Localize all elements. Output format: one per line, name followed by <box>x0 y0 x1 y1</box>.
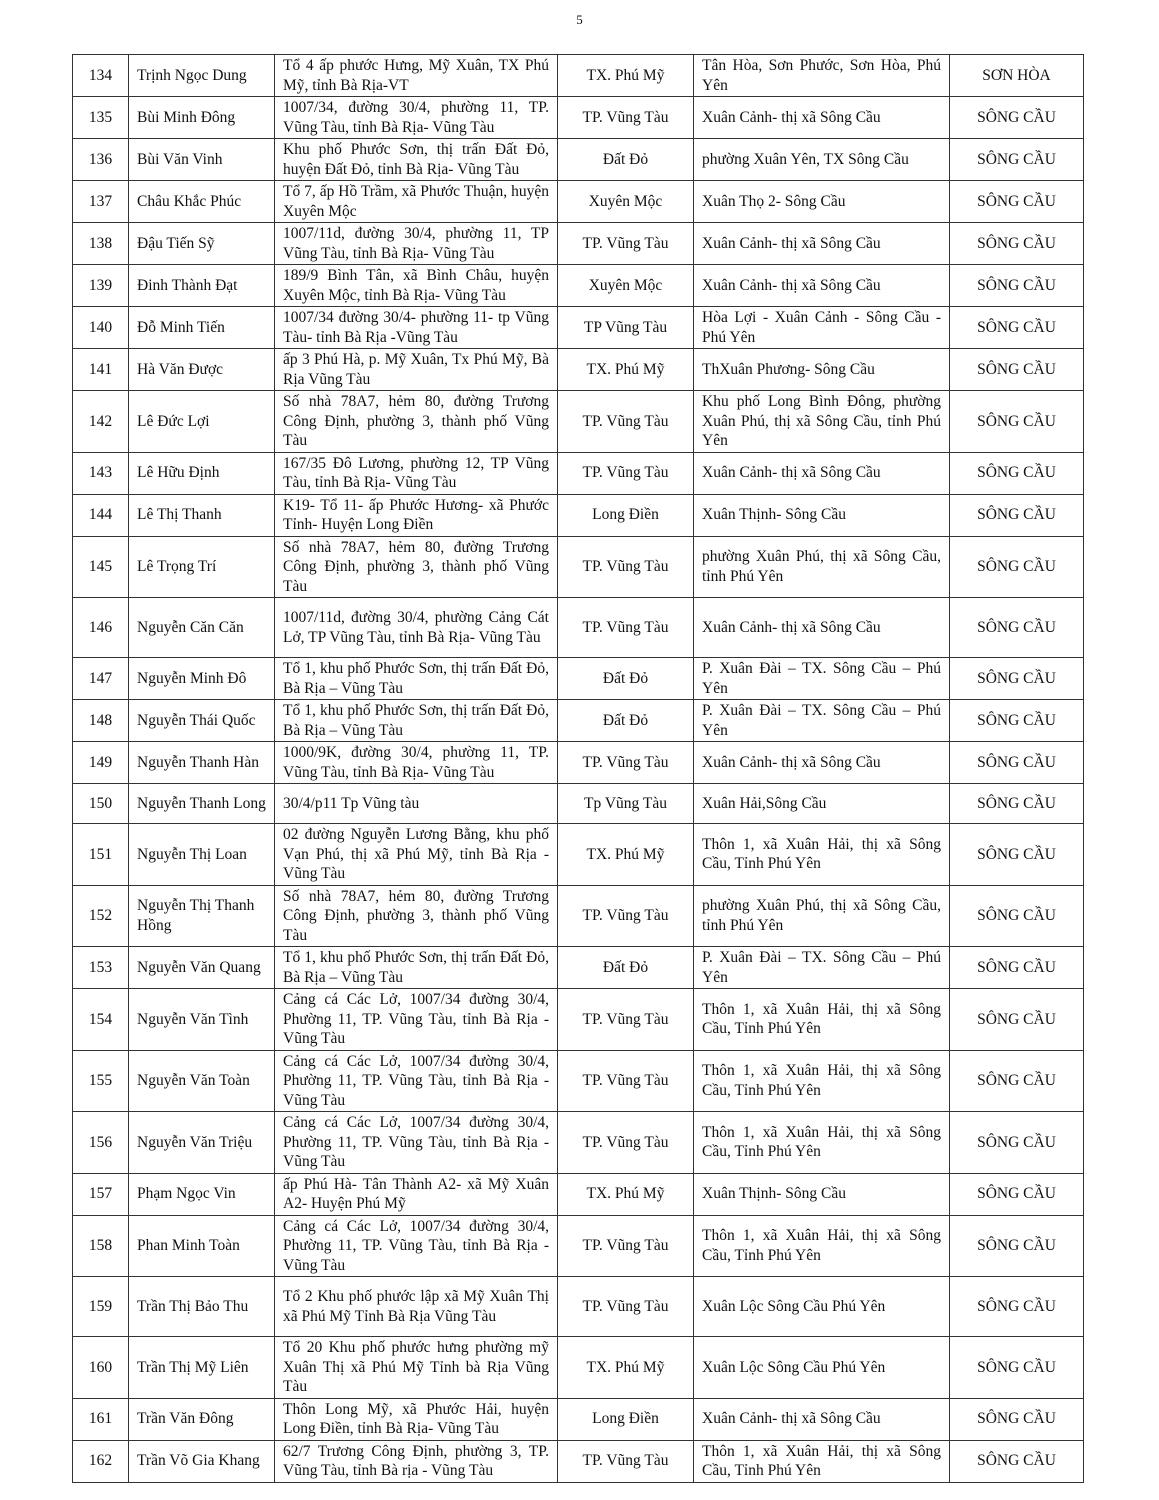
residence-address-cell: 30/4/p11 Tp Vũng tàu <box>275 784 558 824</box>
row-number-cell: 151 <box>73 824 129 886</box>
district-cell: TX. Phú Mỹ <box>558 349 694 391</box>
residence-address-cell: Cảng cá Các Lở, 1007/34 đường 30/4, Phường 11, TP. Vũng Tàu, tỉnh Bà Rịa - Vũng Tàu <box>275 1215 558 1277</box>
table-row <box>73 1112 1084 1174</box>
full-name-cell: Đinh Thành Đạt <box>129 265 275 307</box>
row-number-cell: 162 <box>73 1440 129 1482</box>
row-number-cell: 142 <box>73 391 129 453</box>
hometown-cell: P. Xuân Đài – TX. Sông Cầu – Phú Yên <box>694 700 950 742</box>
table-row <box>73 391 1084 453</box>
table-row <box>73 1337 1084 1399</box>
hometown-cell: Thôn 1, xã Xuân Hải, thị xã Sông Cầu, Tỉnh Phú Yên <box>694 989 950 1051</box>
table-row <box>73 536 1084 598</box>
full-name-cell: Trần Võ Gia Khang <box>129 1440 275 1482</box>
row-number-cell: 150 <box>73 784 129 824</box>
hometown-cell: Xuân Cảnh- thị xã Sông Cầu <box>694 1398 950 1440</box>
table-row <box>73 97 1084 139</box>
unit-cell: SÔNG CẦU <box>950 1215 1084 1277</box>
hometown-cell: Xuân Cảnh- thị xã Sông Cầu <box>694 223 950 265</box>
district-cell: Xuyên Mộc <box>558 181 694 223</box>
row-number-cell: 143 <box>73 452 129 494</box>
district-cell: TP. Vũng Tàu <box>558 598 694 658</box>
residence-address-cell: 167/35 Đô Lương, phường 12, TP Vũng Tàu, tỉnh Bà Rịa- Vũng Tàu <box>275 452 558 494</box>
full-name-cell: Nguyễn Minh Đô <box>129 658 275 700</box>
hometown-cell: P. Xuân Đài – TX. Sông Cầu – Phú Yên <box>694 947 950 989</box>
table-row <box>73 1398 1084 1440</box>
unit-cell: SÔNG CẦU <box>950 1277 1084 1337</box>
district-cell: Long Điền <box>558 494 694 536</box>
roster-table <box>72 54 1084 1483</box>
table-row <box>73 1215 1084 1277</box>
residence-address-cell: Tổ 20 Khu phố phước hưng phường mỹ Xuân Thị xã Phú Mỹ Tỉnh bà Rịa Vũng Tàu <box>275 1337 558 1399</box>
district-cell: TP. Vũng Tàu <box>558 989 694 1051</box>
hometown-cell: Xuân Thịnh- Sông Cầu <box>694 494 950 536</box>
unit-cell: SÔNG CẦU <box>950 349 1084 391</box>
residence-address-cell: Thôn Long Mỹ, xã Phước Hải, huyện Long Điền, tỉnh Bà Rịa- Vũng Tàu <box>275 1398 558 1440</box>
row-number-cell: 149 <box>73 742 129 784</box>
full-name-cell: Trần Thị Bảo Thu <box>129 1277 275 1337</box>
residence-address-cell: Tổ 1, khu phố Phước Sơn, thị trấn Đất Đỏ, Bà Rịa – Vũng Tàu <box>275 947 558 989</box>
residence-address-cell: Tổ 1, khu phố Phước Sơn, thị trấn Đất Đỏ, Bà Rịa – Vũng Tàu <box>275 658 558 700</box>
residence-address-cell: Khu phố Phước Sơn, thị trấn Đất Đỏ, huyện Đất Đỏ, tỉnh Bà Rịa- Vũng Tàu <box>275 139 558 181</box>
residence-address-cell: 1007/34 đường 30/4- phường 11- tp Vũng Tàu- tỉnh Bà Rịa -Vũng Tàu <box>275 307 558 349</box>
district-cell: Tp Vũng Tàu <box>558 784 694 824</box>
unit-cell: SÔNG CẦU <box>950 181 1084 223</box>
table-row <box>73 55 1084 97</box>
full-name-cell: Nguyễn Văn Triệu <box>129 1112 275 1174</box>
unit-cell: SÔNG CẦU <box>950 1440 1084 1482</box>
unit-cell: SÔNG CẦU <box>950 1337 1084 1399</box>
district-cell: TP. Vũng Tàu <box>558 536 694 598</box>
table-row <box>73 265 1084 307</box>
unit-cell: SÔNG CẦU <box>950 989 1084 1051</box>
row-number-cell: 141 <box>73 349 129 391</box>
unit-cell: SÔNG CẦU <box>950 494 1084 536</box>
residence-address-cell: Tổ 7, ấp Hồ Trầm, xã Phước Thuận, huyện Xuyên Mộc <box>275 181 558 223</box>
table-row <box>73 742 1084 784</box>
hometown-cell: Xuân Cảnh- thị xã Sông Cầu <box>694 742 950 784</box>
district-cell: TP. Vũng Tàu <box>558 885 694 947</box>
unit-cell: SÔNG CẦU <box>950 885 1084 947</box>
full-name-cell: Lê Đức Lợi <box>129 391 275 453</box>
row-number-cell: 136 <box>73 139 129 181</box>
table-row <box>73 824 1084 886</box>
table-row <box>73 658 1084 700</box>
unit-cell: SÔNG CẦU <box>950 1398 1084 1440</box>
unit-cell: SÔNG CẦU <box>950 265 1084 307</box>
unit-cell: SÔNG CẦU <box>950 1173 1084 1215</box>
hometown-cell: Xuân Cảnh- thị xã Sông Cầu <box>694 97 950 139</box>
hometown-cell: phường Xuân Phú, thị xã Sông Cầu, tỉnh Phú Yên <box>694 536 950 598</box>
full-name-cell: Châu Khắc Phúc <box>129 181 275 223</box>
residence-address-cell: Cảng cá Các Lở, 1007/34 đường 30/4, Phường 11, TP. Vũng Tàu, tỉnh Bà Rịa - Vũng Tàu <box>275 1050 558 1112</box>
district-cell: TP. Vũng Tàu <box>558 452 694 494</box>
row-number-cell: 135 <box>73 97 129 139</box>
row-number-cell: 148 <box>73 700 129 742</box>
residence-address-cell: 62/7 Trương Công Định, phường 3, TP. Vũng Tàu, tỉnh Bà rịa - Vũng Tàu <box>275 1440 558 1482</box>
full-name-cell: Nguyễn Thái Quốc <box>129 700 275 742</box>
hometown-cell: Xuân Cảnh- thị xã Sông Cầu <box>694 452 950 494</box>
unit-cell: SÔNG CẦU <box>950 658 1084 700</box>
residence-address-cell: ấp Phú Hà- Tân Thành A2- xã Mỹ Xuân A2- Huyện Phú Mỹ <box>275 1173 558 1215</box>
full-name-cell: Nguyễn Văn Quang <box>129 947 275 989</box>
unit-cell: SÔNG CẦU <box>950 536 1084 598</box>
roster-body <box>73 55 1084 1483</box>
hometown-cell: Hòa Lợi - Xuân Cảnh - Sông Cầu - Phú Yên <box>694 307 950 349</box>
full-name-cell: Nguyễn Thị Thanh Hồng <box>129 885 275 947</box>
residence-address-cell: 1000/9K, đường 30/4, phường 11, TP. Vũng Tàu, tỉnh Bà Rịa- Vũng Tàu <box>275 742 558 784</box>
district-cell: TP. Vũng Tàu <box>558 742 694 784</box>
row-number-cell: 157 <box>73 1173 129 1215</box>
table-row <box>73 307 1084 349</box>
residence-address-cell: 02 đường Nguyễn Lương Bằng, khu phố Vạn Phú, thị xã Phú Mỹ, tỉnh Bà Rịa - Vũng Tàu <box>275 824 558 886</box>
unit-cell: SÔNG CẦU <box>950 391 1084 453</box>
full-name-cell: Đỗ Minh Tiến <box>129 307 275 349</box>
residence-address-cell: Số nhà 78A7, hẻm 80, đường Trương Công Định, phường 3, thành phố Vũng Tàu <box>275 391 558 453</box>
full-name-cell: Nguyễn Văn Tình <box>129 989 275 1051</box>
page-number: 5 <box>576 12 583 27</box>
table-row <box>73 1173 1084 1215</box>
district-cell: TP. Vũng Tàu <box>558 391 694 453</box>
district-cell: TX. Phú Mỹ <box>558 55 694 97</box>
unit-cell: SÔNG CẦU <box>950 598 1084 658</box>
hometown-cell: Xuân Thọ 2- Sông Cầu <box>694 181 950 223</box>
district-cell: Đất Đỏ <box>558 658 694 700</box>
row-number-cell: 153 <box>73 947 129 989</box>
hometown-cell: Thôn 1, xã Xuân Hải, thị xã Sông Cầu, Tỉnh Phú Yên <box>694 1112 950 1174</box>
table-row <box>73 1277 1084 1337</box>
district-cell: TP Vũng Tàu <box>558 307 694 349</box>
full-name-cell: Trần Văn Đông <box>129 1398 275 1440</box>
district-cell: TP. Vũng Tàu <box>558 1112 694 1174</box>
row-number-cell: 155 <box>73 1050 129 1112</box>
table-row <box>73 598 1084 658</box>
hometown-cell: Xuân Thịnh- Sông Cầu <box>694 1173 950 1215</box>
district-cell: Đất Đỏ <box>558 947 694 989</box>
residence-address-cell: Cảng cá Các Lở, 1007/34 đường 30/4, Phường 11, TP. Vũng Tàu, tỉnh Bà Rịa - Vũng Tàu <box>275 1112 558 1174</box>
unit-cell: SÔNG CẦU <box>950 139 1084 181</box>
full-name-cell: Lê Thị Thanh <box>129 494 275 536</box>
hometown-cell: phường Xuân Phú, thị xã Sông Cầu, tỉnh Phú Yên <box>694 885 950 947</box>
district-cell: TP. Vũng Tàu <box>558 1050 694 1112</box>
row-number-cell: 144 <box>73 494 129 536</box>
unit-cell: SÔNG CẦU <box>950 700 1084 742</box>
unit-cell: SƠN HÒA <box>950 55 1084 97</box>
full-name-cell: Trần Thị Mỹ Liên <box>129 1337 275 1399</box>
residence-address-cell: ấp 3 Phú Hà, p. Mỹ Xuân, Tx Phú Mỹ, Bà Rịa Vũng Tàu <box>275 349 558 391</box>
unit-cell: SÔNG CẦU <box>950 1112 1084 1174</box>
table-row <box>73 885 1084 947</box>
full-name-cell: Trịnh Ngọc Dung <box>129 55 275 97</box>
district-cell: Xuyên Mộc <box>558 265 694 307</box>
table-row <box>73 452 1084 494</box>
hometown-cell: Xuân Hải,Sông Cầu <box>694 784 950 824</box>
hometown-cell: Thôn 1, xã Xuân Hải, thị xã Sông Cầu, Tỉnh Phú Yên <box>694 1215 950 1277</box>
full-name-cell: Đậu Tiến Sỹ <box>129 223 275 265</box>
residence-address-cell: K19- Tổ 11- ấp Phước Hương- xã Phước Tỉnh- Huyện Long Điền <box>275 494 558 536</box>
row-number-cell: 156 <box>73 1112 129 1174</box>
row-number-cell: 152 <box>73 885 129 947</box>
unit-cell: SÔNG CẦU <box>950 97 1084 139</box>
table-row <box>73 139 1084 181</box>
row-number-cell: 138 <box>73 223 129 265</box>
table-row <box>73 700 1084 742</box>
row-number-cell: 160 <box>73 1337 129 1399</box>
residence-address-cell: Số nhà 78A7, hẻm 80, đường Trương Công Định, phường 3, thành phố Vũng Tàu <box>275 536 558 598</box>
full-name-cell: Hà Văn Được <box>129 349 275 391</box>
residence-address-cell: Tổ 4 ấp phước Hưng, Mỹ Xuân, TX Phú Mỹ, tỉnh Bà Rịa-VT <box>275 55 558 97</box>
district-cell: TX. Phú Mỹ <box>558 1173 694 1215</box>
district-cell: Long Điền <box>558 1398 694 1440</box>
table-row <box>73 784 1084 824</box>
unit-cell: SÔNG CẦU <box>950 307 1084 349</box>
full-name-cell: Bùi Minh Đông <box>129 97 275 139</box>
row-number-cell: 158 <box>73 1215 129 1277</box>
district-cell: TP. Vũng Tàu <box>558 97 694 139</box>
full-name-cell: Lê Hữu Định <box>129 452 275 494</box>
hometown-cell: ThXuân Phương- Sông Cầu <box>694 349 950 391</box>
district-cell: TX. Phú Mỹ <box>558 824 694 886</box>
full-name-cell: Phạm Ngọc Vin <box>129 1173 275 1215</box>
full-name-cell: Nguyễn Thanh Long <box>129 784 275 824</box>
row-number-cell: 154 <box>73 989 129 1051</box>
district-cell: TX. Phú Mỹ <box>558 1337 694 1399</box>
hometown-cell: Thôn 1, xã Xuân Hải, thị xã Sông Cầu, Tỉnh Phú Yên <box>694 1050 950 1112</box>
unit-cell: SÔNG CẦU <box>950 223 1084 265</box>
unit-cell: SÔNG CẦU <box>950 1050 1084 1112</box>
residence-address-cell: 1007/11d, đường 30/4, phường Cảng Cát Lở, TP Vũng Tàu, tỉnh Bà Rịa- Vũng Tàu <box>275 598 558 658</box>
table-row <box>73 181 1084 223</box>
row-number-cell: 161 <box>73 1398 129 1440</box>
district-cell: TP. Vũng Tàu <box>558 223 694 265</box>
table-row <box>73 349 1084 391</box>
full-name-cell: Nguyễn Văn Toàn <box>129 1050 275 1112</box>
district-cell: Đất Đỏ <box>558 139 694 181</box>
table-row <box>73 223 1084 265</box>
residence-address-cell: 1007/11d, đường 30/4, phường 11, TP Vũng Tàu, tỉnh Bà Rịa- Vũng Tàu <box>275 223 558 265</box>
table-row <box>73 947 1084 989</box>
hometown-cell: Xuân Cảnh- thị xã Sông Cầu <box>694 598 950 658</box>
hometown-cell: Thôn 1, xã Xuân Hải, thị xã Sông Cầu, Tỉnh Phú Yên <box>694 1440 950 1482</box>
residence-address-cell: 189/9 Bình Tân, xã Bình Châu, huyện Xuyên Mộc, tỉnh Bà Rịa- Vũng Tàu <box>275 265 558 307</box>
full-name-cell: Nguyễn Thanh Hàn <box>129 742 275 784</box>
hometown-cell: Tân Hòa, Sơn Phước, Sơn Hòa, Phú Yên <box>694 55 950 97</box>
hometown-cell: Xuân Cảnh- thị xã Sông Cầu <box>694 265 950 307</box>
hometown-cell: Khu phố Long Bình Đông, phường Xuân Phú, thị xã Sông Cầu, tỉnh Phú Yên <box>694 391 950 453</box>
unit-cell: SÔNG CẦU <box>950 742 1084 784</box>
district-cell: TP. Vũng Tàu <box>558 1440 694 1482</box>
row-number-cell: 140 <box>73 307 129 349</box>
unit-cell: SÔNG CẦU <box>950 947 1084 989</box>
district-cell: TP. Vũng Tàu <box>558 1277 694 1337</box>
hometown-cell: P. Xuân Đài – TX. Sông Cầu – Phú Yên <box>694 658 950 700</box>
row-number-cell: 145 <box>73 536 129 598</box>
table-row <box>73 989 1084 1051</box>
row-number-cell: 147 <box>73 658 129 700</box>
row-number-cell: 139 <box>73 265 129 307</box>
hometown-cell: Xuân Lộc Sông Cầu Phú Yên <box>694 1277 950 1337</box>
unit-cell: SÔNG CẦU <box>950 784 1084 824</box>
hometown-cell: Thôn 1, xã Xuân Hải, thị xã Sông Cầu, Tỉnh Phú Yên <box>694 824 950 886</box>
row-number-cell: 137 <box>73 181 129 223</box>
row-number-cell: 134 <box>73 55 129 97</box>
residence-address-cell: 1007/34, đường 30/4, phường 11, TP. Vũng Tàu, tỉnh Bà Rịa- Vũng Tàu <box>275 97 558 139</box>
full-name-cell: Nguyễn Thị Loan <box>129 824 275 886</box>
full-name-cell: Bùi Văn Vinh <box>129 139 275 181</box>
full-name-cell: Phan Minh Toàn <box>129 1215 275 1277</box>
row-number-cell: 159 <box>73 1277 129 1337</box>
table-row <box>73 1050 1084 1112</box>
district-cell: Đất Đỏ <box>558 700 694 742</box>
residence-address-cell: Tổ 1, khu phố Phước Sơn, thị trấn Đất Đỏ, Bà Rịa – Vũng Tàu <box>275 700 558 742</box>
unit-cell: SÔNG CẦU <box>950 824 1084 886</box>
residence-address-cell: Tổ 2 Khu phố phước lập xã Mỹ Xuân Thị xã Phú Mỹ Tỉnh Bà Rịa Vũng Tàu <box>275 1277 558 1337</box>
table-row <box>73 1440 1084 1482</box>
row-number-cell: 146 <box>73 598 129 658</box>
hometown-cell: Xuân Lộc Sông Cầu Phú Yên <box>694 1337 950 1399</box>
hometown-cell: phường Xuân Yên, TX Sông Cầu <box>694 139 950 181</box>
district-cell: TP. Vũng Tàu <box>558 1215 694 1277</box>
table-row <box>73 494 1084 536</box>
full-name-cell: Lê Trọng Trí <box>129 536 275 598</box>
unit-cell: SÔNG CẦU <box>950 452 1084 494</box>
residence-address-cell: Cảng cá Các Lở, 1007/34 đường 30/4, Phường 11, TP. Vũng Tàu, tỉnh Bà Rịa - Vũng Tàu <box>275 989 558 1051</box>
full-name-cell: Nguyễn Căn Căn <box>129 598 275 658</box>
residence-address-cell: Số nhà 78A7, hẻm 80, đường Trương Công Định, phường 3, thành phố Vũng Tàu <box>275 885 558 947</box>
